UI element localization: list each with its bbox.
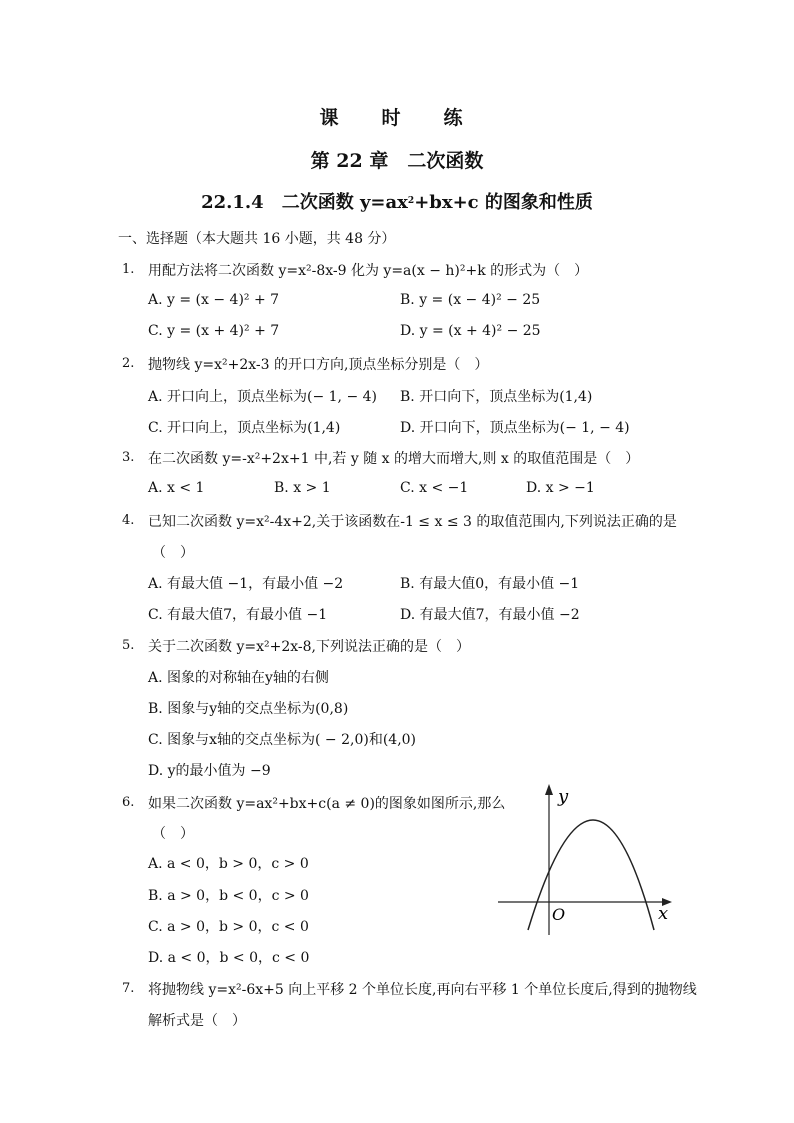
- question-stem: 如果二次函数 y=ax²+bx+c(a ≠ 0)的图象如图所示,那么: [148, 796, 506, 812]
- section-title: [0, 188, 794, 214]
- question-stem: 抛物线 y=x²+2x-3 的开口方向,顶点坐标分别是（ ）: [148, 357, 489, 373]
- option-a: A. a < 0，b > 0，c > 0: [148, 856, 309, 872]
- question-stem: 在二次函数 y=-x²+2x+1 中,若 y 随 x 的增大而增大,则 x 的取值范围是（ ）: [148, 451, 640, 467]
- question-number: 7.: [122, 981, 135, 996]
- section-title-pre: 22.1.4 二次函数 y=ax: [201, 192, 408, 213]
- option-d: D. 开口向下，顶点坐标为(− 1, − 4): [400, 420, 630, 436]
- option-d: D. x > −1: [526, 480, 595, 496]
- section-title-sup: 2: [407, 196, 415, 206]
- question-number: 4.: [122, 513, 135, 528]
- part-heading: 一、选择题（本大题共 16 小题，共 48 分）: [118, 231, 396, 247]
- page-title: 课 时 练: [319, 107, 475, 129]
- option-b: B. 开口向下，顶点坐标为(1,4): [400, 389, 593, 405]
- option-b: B. x > 1: [274, 480, 331, 496]
- question-stem: 用配方法将二次函数 y=x²-8x-9 化为 y=a(x − h)²+k 的形式为（ ）: [148, 263, 589, 279]
- option-b: B. a > 0，b < 0，c > 0: [148, 888, 309, 904]
- parabola-graph: [490, 780, 680, 940]
- option-b: B. 图象与y轴的交点坐标为(0,8): [148, 701, 349, 717]
- question-number: 5.: [122, 638, 135, 653]
- question-stem-continued: 解析式是（ ）: [148, 1013, 246, 1029]
- x-axis-label: x: [658, 903, 669, 924]
- question-stem: 已知二次函数 y=x²-4x+2,关于该函数在-1 ≤ x ≤ 3 的取值范围内,下列说法正确的是: [148, 514, 677, 530]
- question-number: 6.: [122, 795, 135, 810]
- y-axis-arrow: [545, 784, 553, 795]
- question-number: 2.: [122, 356, 135, 371]
- question-stem: 将抛物线 y=x²-6x+5 向上平移 2 个单位长度,再向右平移 1 个单位长度后,得到的抛物线: [148, 982, 697, 998]
- option-b: B. y = (x − 4)² − 25: [400, 292, 541, 308]
- parabola-curve: [528, 820, 654, 930]
- option-d: D. y = (x + 4)² − 25: [400, 323, 541, 339]
- option-c: C. 图象与x轴的交点坐标为( − 2,0)和(4,0): [148, 732, 417, 748]
- option-c: C. 开口向上，顶点坐标为(1,4): [148, 420, 341, 436]
- origin-label: O: [552, 905, 566, 924]
- question-number: 3.: [122, 450, 135, 465]
- answer-brackets: （ ）: [152, 826, 194, 842]
- question-number: 1.: [122, 262, 135, 277]
- option-a: A. y = (x − 4)² + 7: [148, 292, 280, 308]
- y-axis-label: y: [558, 786, 569, 807]
- section-title-post: +bx+c 的图象和性质: [414, 192, 593, 213]
- option-a: A. x < 1: [148, 480, 205, 496]
- chapter-title: 第 22 章 二次函数: [310, 150, 484, 172]
- option-c: C. 有最大值7，有最小值 −1: [148, 607, 328, 623]
- option-c: C. y = (x + 4)² + 7: [148, 323, 280, 339]
- option-c: C. x < −1: [400, 480, 469, 496]
- answer-brackets: （ ）: [152, 545, 194, 561]
- option-a: A. 图象的对称轴在y轴的右侧: [148, 670, 329, 686]
- option-d: D. a < 0，b < 0，c < 0: [148, 950, 310, 966]
- question-stem: 关于二次函数 y=x²+2x-8,下列说法正确的是（ ）: [148, 639, 470, 655]
- option-c: C. a > 0，b > 0，c < 0: [148, 919, 309, 935]
- option-a: A. 有最大值 −1，有最小值 −2: [148, 576, 344, 592]
- option-d: D. y的最小值为 −9: [148, 763, 271, 779]
- option-b: B. 有最大值0，有最小值 −1: [400, 576, 580, 592]
- option-a: A. 开口向上，顶点坐标为(− 1, − 4): [148, 389, 378, 405]
- option-d: D. 有最大值7，有最小值 −2: [400, 607, 580, 623]
